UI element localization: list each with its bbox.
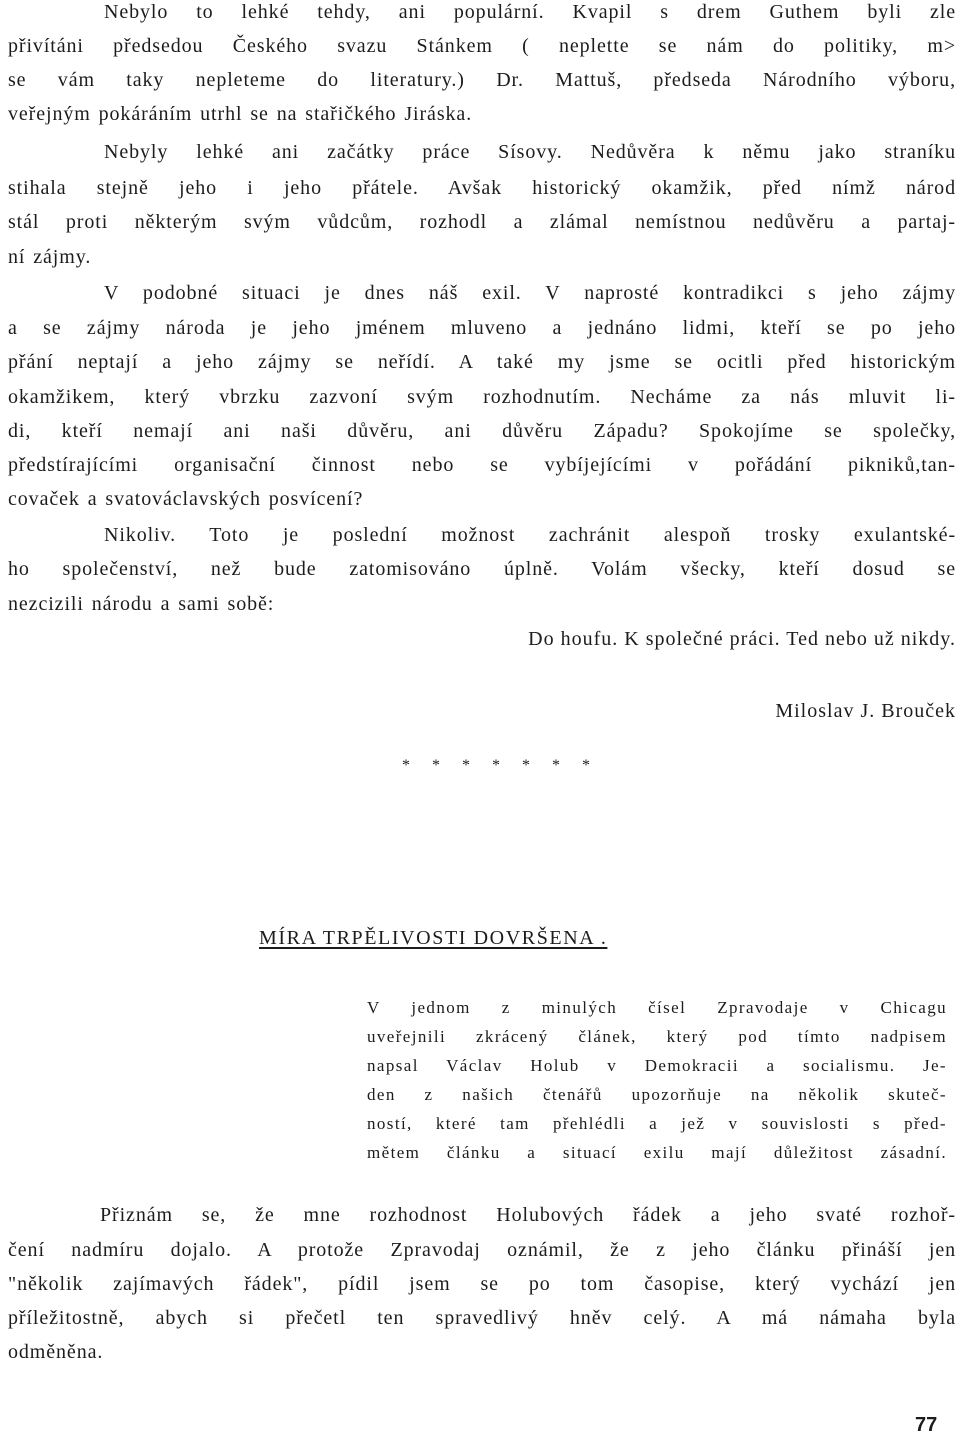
text-line: okamžikem, který vbrzku zazvoní svým rozhodnutím. Necháme za nás mluvit li- (8, 386, 956, 408)
text-line: přání neptají a jeho zájmy se neřídí. A také my jsme se ocitli před historickým (8, 351, 956, 373)
note-line: V jednom z minulých čísel Zpravodaje v Chicagu (367, 998, 947, 1017)
text-line: Nikoliv. Toto je poslední možnost zachránit alespoň trosky exulantské- (104, 524, 956, 546)
text-line: "několik zajímavých řádek", pídil jsem se po tom časopise, který vychází jen (8, 1273, 956, 1295)
closing-line: Do houfu. K společné práci. Ted nebo už nikdy. (528, 628, 956, 650)
text-line: stál proti některým svým vůdcům, rozhodl a zlámal nemístnou nedůvěru a partaj- (8, 211, 956, 233)
note-line: uveřejnili zkrácený článek, který pod tímto nadpisem (367, 1027, 947, 1046)
note-line: den z našich čtenářů upozorňuje na několik skuteč- (367, 1085, 947, 1104)
text-line: covaček a svatováclavských posvícení? (8, 488, 364, 510)
note-line: napsal Václav Holub v Demokracii a socialismu. Je- (367, 1056, 947, 1075)
signature: Miloslav J. Brouček (775, 700, 956, 722)
text-line: stihala stejně jeho i jeho přátele. Avšak historický okamžik, před nímž národ (8, 177, 956, 199)
page-number: 77 (915, 1414, 938, 1436)
text-line: odměněna. (8, 1341, 104, 1363)
text-line: ní zájmy. (8, 246, 92, 268)
text-line: přivítáni předsedou Českého svazu Stánkem ( neplette se nám do politiky, m> (8, 35, 956, 57)
article-title: MÍRA TRPĚLIVOSTI DOVRŠENA . (259, 927, 608, 949)
text-line: čení nadmíru dojalo. A protože Zpravodaj oznámil, že z jeho článku přináší jen (8, 1239, 956, 1261)
separator: * * * * * * * (402, 757, 599, 774)
text-line: Přiznám se, že mne rozhodnost Holubových řádek a jeho svaté rozhoř- (100, 1204, 956, 1226)
text-line: di, kteří nemají ani naši důvěru, ani důvěru Západu? Spokojíme se společky, (8, 420, 956, 442)
note-line: ností, které tam přehlédli a jež v souvislosti s před- (367, 1114, 947, 1133)
text-line: veřejným pokáráním utrhl se na stařičkého Jiráska. (8, 103, 473, 125)
text-line: ho společenství, než bude zatomisováno úplně. Volám všecky, kteří dosud se (8, 558, 956, 580)
note-line: mětem článku a situací exilu mají důležitost zásadní. (367, 1143, 947, 1162)
text-line: V podobné situaci je dnes náš exil. V naprosté kontradikci s jeho zájmy (104, 282, 956, 304)
text-line: nezcizili národu a sami sobě: (8, 593, 275, 615)
text-line: se vám taky nepleteme do literatury.) Dr. Mattuš, předseda Národního výboru, (8, 69, 956, 91)
text-line: příležitostně, abych si přečetl ten spravedlivý hněv celý. A má námaha byla (8, 1307, 956, 1329)
text-line: Nebyly lehké ani začátky práce Sísovy. Nedůvěra k němu jako straníku (104, 141, 956, 163)
text-line: a se zájmy národa je jeho jménem mluveno a jednáno lidmi, kteří se po jeho (8, 317, 956, 339)
text-line: Nebylo to lehké tehdy, ani populární. Kvapil s drem Guthem byli zle (104, 1, 956, 23)
text-line: předstírajícími organisační činnost nebo se vybíjejícími v pořádání pikniků,tan- (8, 454, 956, 476)
